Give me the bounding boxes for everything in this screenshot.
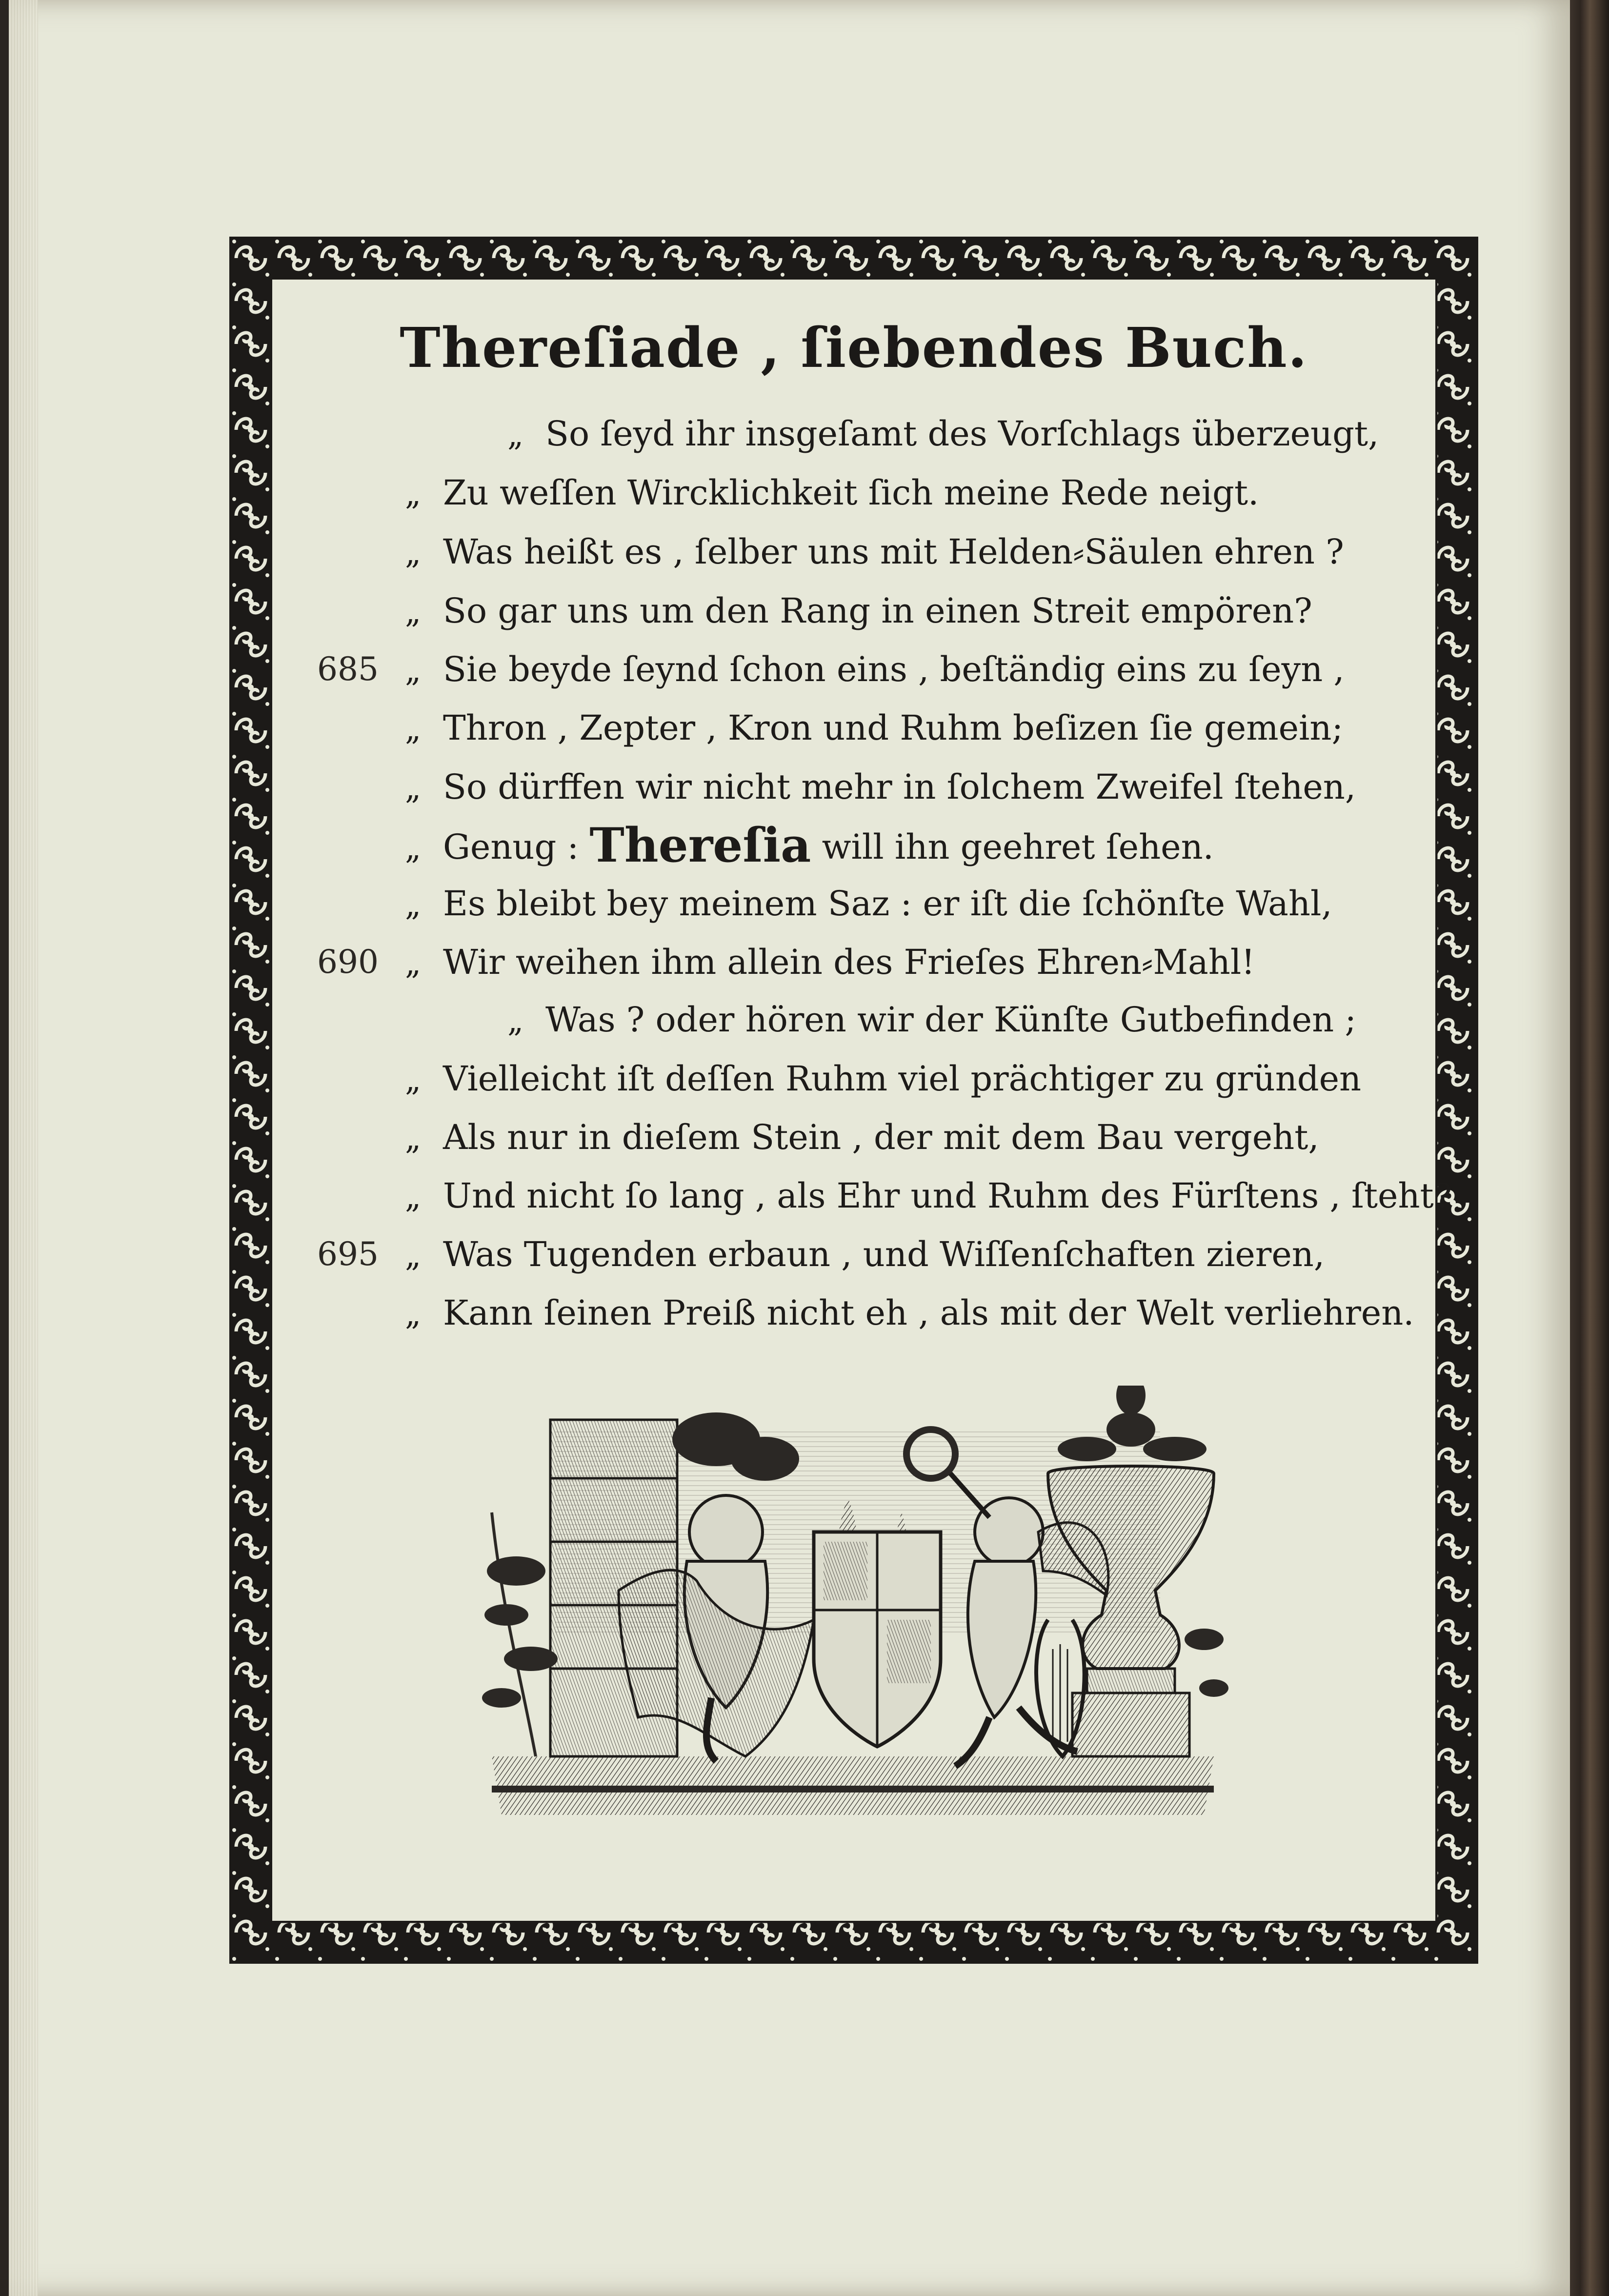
quotation-mark: „ (405, 1238, 422, 1274)
verse-text: Was ? oder hören wir der Künſte Gutbefinden ; (545, 1000, 1356, 1040)
verse-text: So gar uns um den Rang in einen Streit empören? (443, 591, 1312, 631)
verse-line (405, 1284, 1527, 1342)
verse-text: So ſeyd ihr insgeſamt des Vorſchlags überzeugt, (545, 414, 1379, 454)
verse-text: Genug : (443, 827, 590, 867)
line-number: 685 (317, 650, 379, 688)
verse-line (405, 1050, 1527, 1108)
verse-line (405, 699, 1527, 757)
quotation-mark: „ (405, 535, 422, 571)
quotation-mark: „ (507, 417, 524, 453)
verse-line (405, 523, 1527, 581)
line-number: 690 (317, 943, 379, 981)
verse-line (405, 641, 1527, 698)
verse-text: Thron , Zepter , Kron und Ruhm beſizen ſie gemein; (443, 708, 1344, 748)
verse-line (405, 875, 1527, 932)
quotation-mark: „ (405, 1121, 422, 1157)
verse-line (405, 582, 1527, 640)
verse-text: Als nur in dieſem Stein , der mit dem Bau vergeht, (443, 1117, 1319, 1157)
verse-text: Was Tugenden erbaun , und Wiſſenſchaften zieren, (443, 1234, 1325, 1274)
quotation-mark: „ (405, 653, 422, 689)
quotation-mark: „ (405, 770, 422, 806)
verse-text: Kann ſeinen Preiß nicht eh , als mit der Welt verliehren. (443, 1293, 1414, 1333)
verse-line (405, 933, 1527, 991)
verse-text: will ihn geehret ſehen. (811, 827, 1214, 867)
emphasized-name: Thereſia (589, 818, 811, 873)
verse-line (405, 758, 1527, 816)
verse-text: Zu weſſen Wircklichkeit ſich meine Rede neigt. (443, 473, 1259, 513)
verse-text: Und nicht ſo lang , als Ehr und Ruhm des Fürſtens , ſteht? (443, 1176, 1452, 1216)
quotation-mark: „ (405, 830, 422, 866)
verse-line (405, 1108, 1527, 1166)
line-number: 695 (317, 1235, 379, 1273)
verse-line (405, 817, 1527, 874)
verse-line (405, 1167, 1527, 1225)
verse-text: Wir weihen ihm allein des Frieſes Ehren⸗Mahl! (443, 942, 1255, 982)
quotation-mark: „ (405, 594, 422, 630)
quotation-mark: „ (405, 946, 422, 982)
quotation-mark: „ (405, 1062, 422, 1098)
verse-text: Was heißt es , ſelber uns mit Helden⸗Säulen ehren ? (443, 532, 1344, 572)
quotation-mark: „ (405, 476, 422, 512)
quotation-mark: „ (405, 1179, 422, 1215)
verse-line (405, 464, 1527, 522)
page-title: Thereſiade , ſiebendes Buch. (400, 316, 1308, 380)
verse-text: Sie beyde ſeynd ſchon eins , beſtändig eins zu ſeyn , (443, 649, 1345, 689)
verse-line (507, 991, 1609, 1048)
verse-text: Vielleicht iſt deſſen Ruhm viel prächtiger zu gründen (443, 1059, 1362, 1099)
quotation-mark: „ (405, 1296, 422, 1332)
verse-text: So dürffen wir nicht mehr in ſolchem Zweifel ſtehen, (443, 767, 1356, 807)
verse-text: Es bleibt bey meinem Saz : er iſt die ſchönſte Wahl, (443, 884, 1332, 924)
quotation-mark: „ (405, 887, 422, 923)
engraved-vignette-illustration (472, 1386, 1233, 1825)
page-edge (9, 0, 38, 2296)
verse-line (507, 405, 1609, 463)
quotation-mark: „ (507, 1003, 524, 1039)
verse-line (405, 1226, 1527, 1283)
quotation-mark: „ (405, 711, 422, 747)
